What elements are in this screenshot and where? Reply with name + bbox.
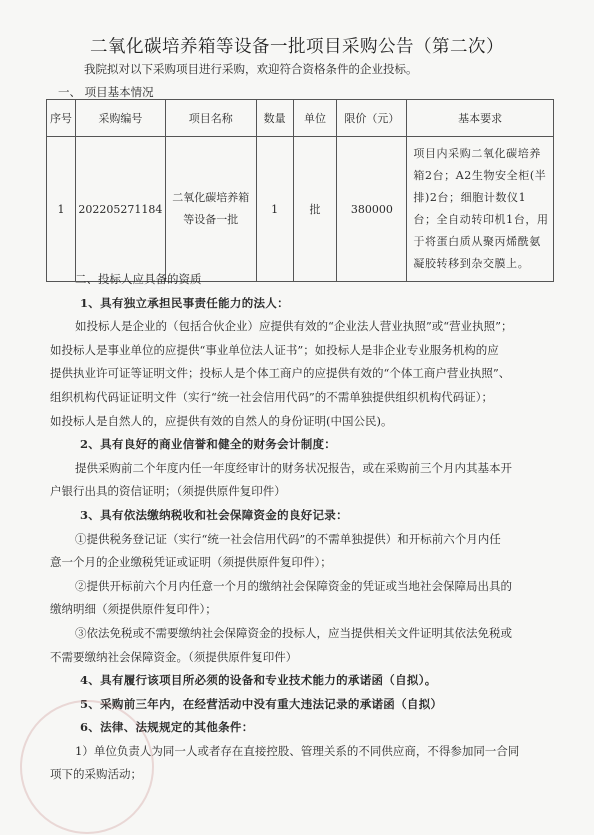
item-6-line: 项下的采购活动；	[50, 767, 142, 782]
header-requirement: 基本要求	[407, 100, 554, 137]
intro-text: 我院拟对以下采购项目进行采购，欢迎符合资格条件的企业投标。	[84, 62, 418, 76]
item-3-line: ③依法免税或不需要缴纳社会保障资金的投标人，应当提供相关文件证明其依法免税或	[75, 625, 512, 640]
item-1-line: 如投标人是事业单位的应提供“事业单位法人证书”；如投标人是非企业专业服务机构的应	[50, 342, 499, 357]
section-2-heading: 二、投标人应具备的资质	[75, 272, 202, 286]
qualification-section	[50, 268, 560, 787]
item-6-heading: 6、法律、法规规定的其他条件：	[80, 720, 254, 735]
header-name: 项目名称	[165, 100, 256, 137]
header-index: 序号	[47, 100, 76, 137]
item-5-heading: 5、采购前三年内，在经营活动中没有重大违法记录的承诺函（自拟）	[80, 696, 443, 711]
table-header-row	[47, 100, 554, 137]
header-quantity: 数量	[256, 100, 293, 137]
item-3-line: 不需要缴纳社会保障资金。（须提供原件复印件）	[50, 649, 298, 664]
cell-quantity: 1	[256, 137, 293, 282]
cell-unit: 批	[293, 137, 337, 282]
item-2-line: 提供采购前二个年度内任一年度经审计的财务状况报告，或在采购前三个月内其基本开	[75, 460, 512, 475]
header-code: 采购编号	[75, 100, 165, 137]
item-1-line: 如投标人是企业的（包括合伙企业）应提供有效的“企业法人营业执照”或“营业执照”；	[75, 319, 513, 334]
header-unit: 单位	[293, 100, 337, 137]
stamp-seal	[20, 700, 154, 834]
item-3-line: ②提供开标前六个月内任意一个月的缴纳社会保障资金的凭证或当地社会保障局出具的	[75, 578, 512, 593]
item-1-line: 如投标人是自然人的，应提供有效的自然人的身份证明(中国公民)。	[50, 413, 393, 428]
item-3-line: ①提供税务登记证（实行“统一社会信用代码”的不需单独提供）和开标前六个月内任	[75, 531, 501, 546]
item-3-line: 缴纳明细（须提供原件复印件）；	[50, 602, 217, 617]
cell-index: 1	[47, 137, 76, 282]
item-2-line: 户银行出具的资信证明；（须提供原件复印件）	[50, 484, 286, 499]
item-6-line: 1）单位负责人为同一人或者存在直接控股、管理关系的不同供应商，不得参加同一合同	[75, 743, 520, 758]
project-table	[46, 99, 554, 282]
item-1-heading: 1、具有独立承担民事责任能力的法人：	[80, 295, 289, 310]
page-title: 二氧化碳培养箱等设备一批项目采购公告（第二次）	[90, 37, 504, 57]
cell-requirement: 项目内采购二氧化碳培养箱2台；A2生物安全柜(半排)2台；细胞计数仪1台；全自动转印机1台，用于将蛋白质从聚丙烯酰氨凝胶转移到杂交膜上。	[407, 137, 554, 282]
table-row	[47, 137, 554, 282]
item-3-heading: 3、具有依法缴纳税收和社会保障资金的良好记录：	[80, 507, 348, 522]
item-1-line: 组织机构代码证证明文件（实行“统一社会信用代码”的不需单独提供组织机构代码证）；	[50, 389, 494, 404]
cell-name: 二氧化碳培养箱等设备一批	[165, 137, 256, 282]
cell-price: 380000	[337, 137, 407, 282]
item-2-heading: 2、具有良好的商业信誉和健全的财务会计制度：	[80, 437, 337, 452]
section-1-heading: 一、 项目基本情况	[58, 85, 154, 99]
item-3-line: 意一个月的企业缴税凭证或证明（须提供原件复印件）；	[50, 555, 332, 570]
item-1-line: 提供执业许可证等证明文件；投标人是个体工商户的应提供有效的“个体工商户营业执照”、	[50, 366, 511, 381]
header-price: 限价（元）	[337, 100, 407, 137]
item-4-heading: 4、具有履行该项目所必须的设备和专业技术能力的承诺函（自拟）。	[80, 673, 437, 688]
cell-code: 202205271184	[75, 137, 165, 282]
